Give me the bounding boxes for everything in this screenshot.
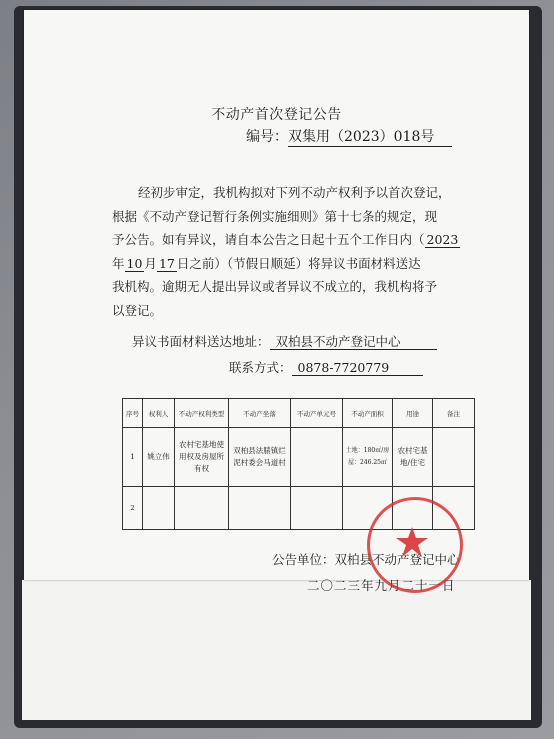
address-label: 异议书面材料送达地址：	[132, 334, 270, 349]
header-cell: 用途	[393, 399, 433, 428]
contact-value: 0878-7720779	[292, 360, 424, 376]
notice-title: 不动产首次登记公告	[211, 107, 342, 123]
unit-label: 公告单位：	[272, 552, 335, 567]
table-cell: 姚立伟	[143, 428, 175, 487]
table-cell	[433, 428, 475, 487]
header-cell: 序号	[123, 399, 143, 428]
table-cell	[291, 487, 343, 530]
table-cell	[291, 428, 343, 487]
table-cell: 2	[123, 487, 143, 530]
table-cell: 土地：180㎡/房屋：246.25㎡	[343, 428, 393, 487]
notice-body	[112, 181, 472, 322]
official-seal	[367, 497, 463, 593]
header-cell: 不动产单元号	[291, 399, 343, 428]
body-line-4: 日之前）（节假日顺延）将异议书面材料送达	[176, 255, 421, 271]
month-char: 月	[144, 255, 157, 271]
table-cell	[143, 487, 175, 530]
seal-star-icon	[367, 497, 457, 587]
document-number	[246, 126, 452, 147]
table-cell: 1	[123, 428, 143, 487]
notice-paper	[24, 10, 529, 593]
table-cell	[229, 487, 291, 530]
table-header-row	[123, 399, 475, 428]
table-row	[123, 428, 475, 487]
header-cell: 备注	[433, 399, 475, 428]
body-line-2: 根据《不动产登记暂行条例实施细则》第十七条的规定，现	[112, 208, 438, 224]
deadline-month: 10	[126, 255, 143, 271]
deadline-day: 17	[158, 255, 175, 271]
unit-value: 双柏县不动产登记中心	[334, 552, 460, 567]
table-cell: 农村宅基地/住宅	[393, 428, 433, 487]
table-cell: 双柏县法脿镇烂泥村委会马道村	[229, 428, 291, 487]
header-cell: 权利人	[143, 399, 175, 428]
objection-address	[132, 332, 437, 350]
table-cell: 农村宅基地使用权及房屋所有权	[175, 428, 229, 487]
header-cell: 不动产面积	[343, 399, 393, 428]
header-cell: 不动产坐落	[229, 399, 291, 428]
year-char: 年	[112, 255, 125, 271]
body-line-5: 我机构。逾期无人提出异议或者异议不成立的，我机构将予	[112, 279, 438, 294]
body-line-3: 予公告。如有异议，请自本公告之日起十五个工作日内（	[112, 232, 425, 247]
deadline-year: 2023	[426, 232, 459, 247]
document-number-value: 双集用（2023）018号	[288, 126, 452, 147]
header-cell: 不动产权利类型	[175, 399, 229, 428]
document-number-label: 编号：	[246, 129, 288, 145]
contact-info	[229, 358, 423, 376]
body-line-6: 以登记。	[112, 302, 163, 318]
address-value: 双柏县不动产登记中心	[270, 334, 437, 350]
body-line-1: 经初步审定，我机构拟对下列不动产权利予以首次登记，	[138, 185, 451, 200]
table-cell	[175, 487, 229, 530]
contact-label: 联系方式：	[229, 360, 292, 375]
issue-date: 二〇二三年九月二十一日	[307, 578, 456, 593]
paper-lower-edge	[22, 580, 531, 720]
